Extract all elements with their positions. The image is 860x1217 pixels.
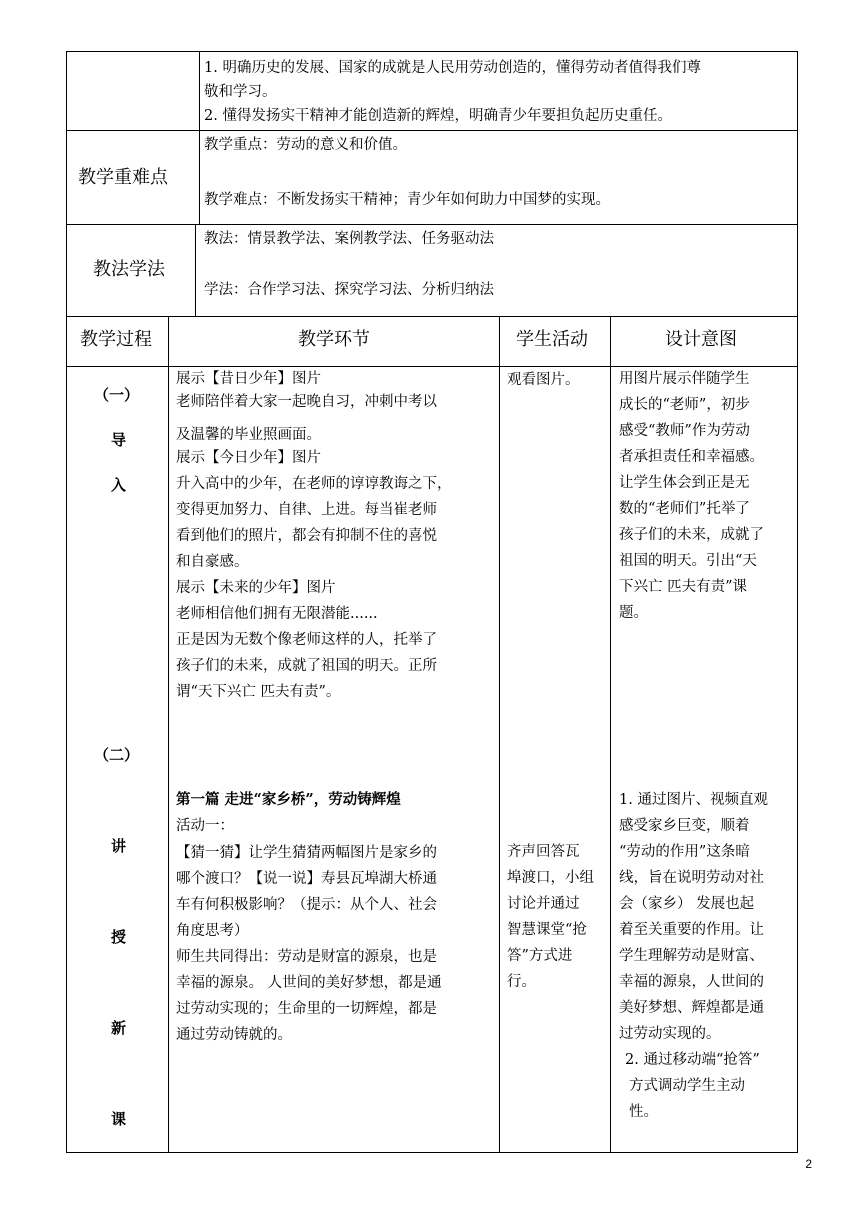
col-line-2 [499,316,500,1153]
header-design: 设计意图 [665,329,737,350]
intro-line: 和自豪感。 [176,554,249,570]
intro-line: 升入高中的少年，在老师的谆谆教诲之下， [176,476,452,492]
objective-line-2: 敬和学习。 [204,84,277,100]
lecture-student-line: 齐声回答瓦 [507,844,580,860]
intro-line: 老师陪伴着大家一起晚自习，冲刺中考以 [176,394,437,410]
lecture-line: 幸福的源泉。 人世间的美好梦想，都是通 [176,975,442,991]
row-line-3 [66,316,798,317]
lecture-char-4: 课 [111,1110,127,1128]
lecture-line: 角度思考） [176,923,249,939]
intro-design-line: 感受“教师”作为劳动 [619,423,750,439]
intro-design-line: 孩子们的未来，成就了 [619,527,764,543]
table-border-top [66,51,798,52]
intro-design-line: 者承担责任和幸福感。 [619,449,764,465]
lecture-design-line: 性。 [629,1104,658,1120]
intro-line: 谓“天下兴亡 匹夫有责”。 [176,684,341,700]
intro-char-2: 入 [111,476,127,494]
intro-char-1: 导 [111,431,127,449]
lecture-design-line: 2. 通过移动端“抢答” [625,1052,760,1068]
intro-line: 变得更加努力、自律、上进。每当崔老师 [176,502,437,518]
lecture-design-line: 方式调动学生主动 [629,1078,745,1094]
lecture-design-line: 1. 通过图片、视频直观 [619,792,768,808]
lecture-design-line: 着至关重要的作用。让 [619,922,764,938]
header-student: 学生活动 [516,329,588,350]
lecture-student-line: 智慧课堂“抢 [507,922,587,938]
row-line-2 [66,224,798,225]
intro-design-line: 让学生体会到正是无 [619,475,750,491]
intro-design-line: 数的“老师们”托举了 [619,501,750,517]
header-segment: 教学环节 [298,329,370,350]
intro-line: 展示【未来的少年】图片 [176,580,336,596]
lecture-design-line: 会（家乡） 发展也起 [619,896,755,912]
intro-design-line: 用图片展示伴随学生 [619,371,750,387]
intro-student-activity: 观看图片。 [507,372,580,388]
intro-line: 孩子们的未来，成就了祖国的明天。正所 [176,658,437,674]
lecture-title: 第一篇 走进“家乡桥”，劳动铸辉煌 [176,791,401,808]
table-border-right [797,51,798,1153]
objective-line-1: 1. 明确历史的发展、国家的成就是人民用劳动创造的，懂得劳动者值得我们尊 [204,60,701,76]
row-line-1 [66,130,798,131]
lecture-student-line: 讨论并通过 [507,896,580,912]
lecture-line: 车有何积极影响？（提示：从个人、社会 [176,897,437,913]
lecture-student-line: 行。 [507,974,536,990]
lecture-design-line: 美好梦想、辉煌都是通 [619,1000,764,1016]
intro-design-line: 下兴亡 匹夫有责”课 [619,579,748,595]
lecture-design-line: 幸福的源泉，人世间的 [619,974,764,990]
intro-line: 正是因为无数个像老师这样的人，托举了 [176,632,437,648]
intro-line: 看到他们的照片，都会有抑制不住的喜悦 [176,528,437,544]
col-line-3 [610,316,611,1153]
teaching-focus: 教学重点：劳动的意义和价值。 [204,137,407,153]
intro-line: 及温馨的毕业照画面。 [176,427,321,443]
row-line-4 [66,366,798,367]
lecture-char-3: 新 [111,1019,127,1037]
intro-number: （一） [94,386,140,404]
lecture-line: 哪个渡口？【说一说】寿县瓦埠湖大桥通 [176,871,437,887]
intro-design-line: 祖国的明天。引出“天 [619,553,757,569]
lecture-line: 【猜一猜】让学生猜猜两幅图片是家乡的 [176,845,437,861]
lecture-design-line: 学生理解劳动是财富、 [619,948,764,964]
lecture-design-line: 感受家乡巨变，顺着 [619,818,750,834]
intro-line: 老师相信他们拥有无限潜能...... [176,606,378,622]
col-line-1 [168,316,169,1153]
header-process: 教学过程 [80,329,152,350]
lecture-design-line: 线，旨在说明劳动对社 [619,870,764,886]
teaching-method: 教法：情景教学法、案例教学法、任务驱动法 [204,231,494,247]
upper-divider [199,51,200,224]
lecture-char-2: 授 [111,928,127,946]
lecture-number: （二） [94,746,140,764]
lecture-line: 通过劳动铸就的。 [176,1027,292,1043]
lecture-design-line: 过劳动实现的。 [619,1026,721,1042]
intro-design-line: 题。 [619,605,648,621]
table-border-bottom [66,1152,798,1153]
intro-line: 展示【今日少年】图片 [176,450,321,466]
learning-method: 学法：合作学习法、探究学习法、分析归纳法 [204,282,494,298]
table-border-left [66,51,67,1153]
page-number: 2 [805,1157,812,1171]
lecture-char-1: 讲 [111,837,127,855]
upper-divider-2 [195,224,196,316]
lecture-line: 过劳动实现的；生命里的一切辉煌，都是 [176,1001,437,1017]
key-points-label: 教学重难点 [78,167,168,188]
methods-label: 教法学法 [93,259,165,280]
lecture-line: 师生共同得出：劳动是财富的源泉，也是 [176,949,437,965]
lecture-line: 活动一： [176,818,234,834]
intro-line: 展示【昔日少年】图片 [176,371,321,387]
lecture-design-line: “劳动的作用”这条暗 [619,844,750,860]
intro-design-line: 成长的“老师”，初步 [619,397,750,413]
teaching-difficulty: 教学难点：不断发扬实干精神；青少年如何助力中国梦的实现。 [204,192,610,208]
lecture-student-line: 埠渡口，小组 [507,870,594,886]
objective-line-3: 2. 懂得发扬实干精神才能创造新的辉煌，明确青少年要担负起历史重任。 [204,108,672,124]
lecture-student-line: 答”方式进 [507,948,573,964]
